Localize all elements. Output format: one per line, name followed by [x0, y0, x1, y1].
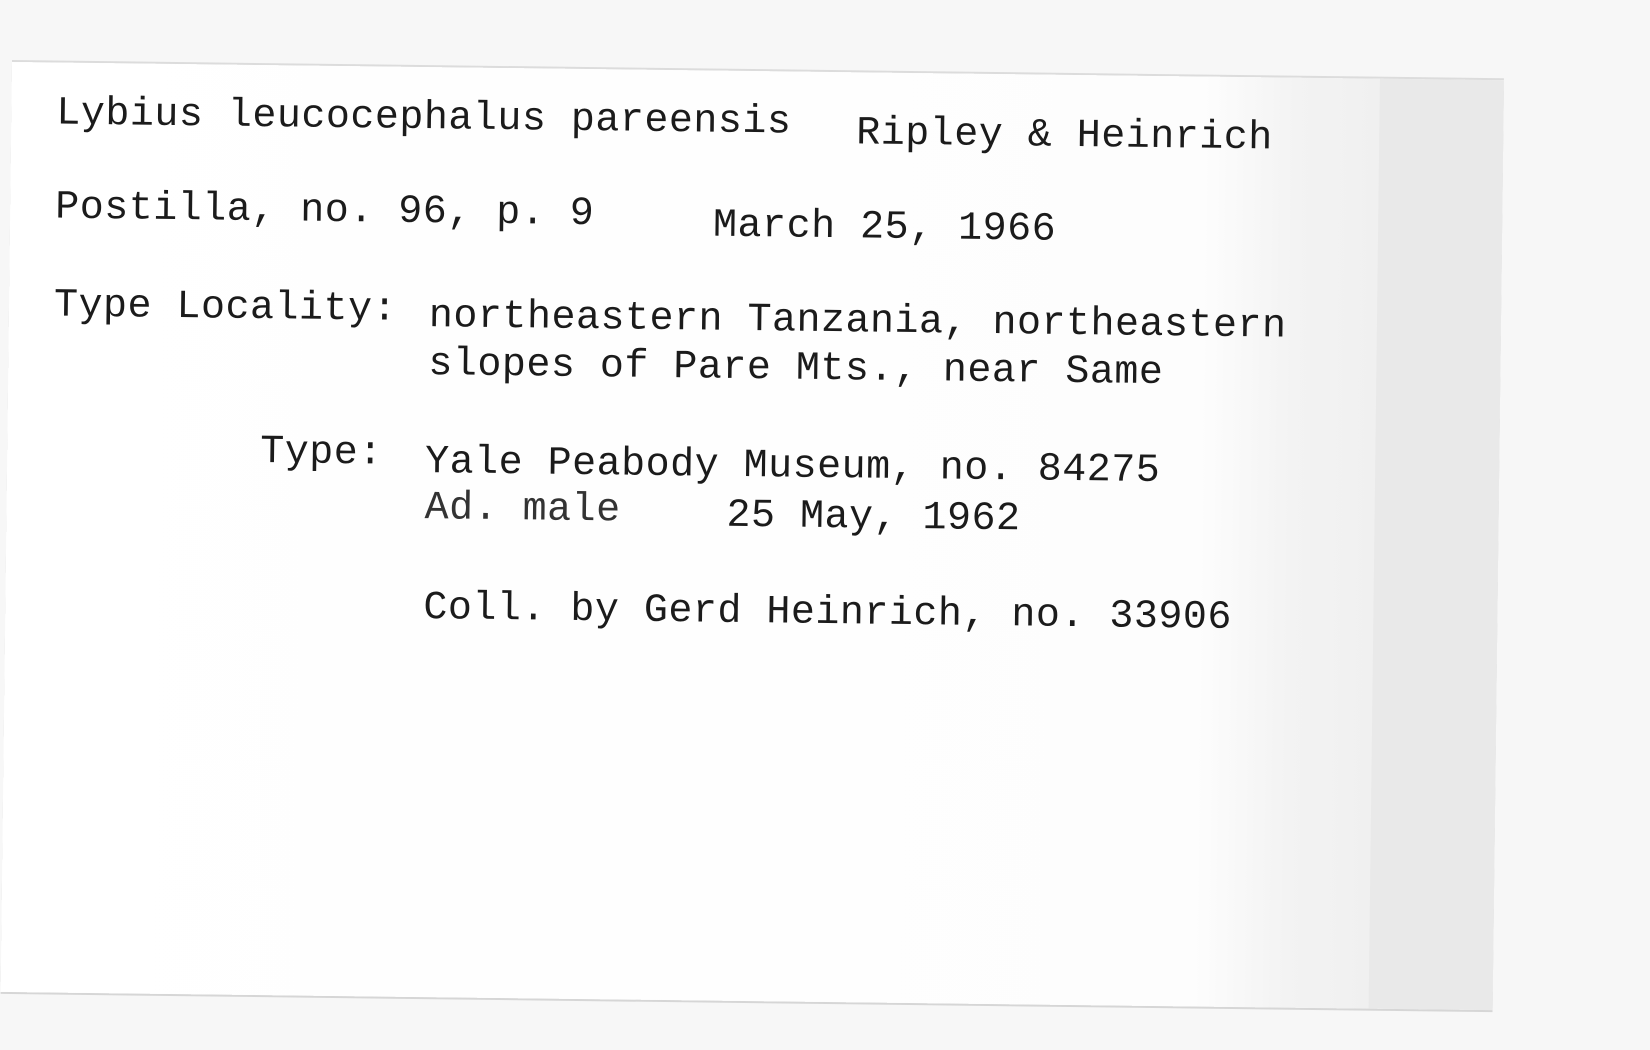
species-name: Lybius leucocephalus pareensis [56, 91, 792, 146]
card-edge-shadow [1369, 79, 1504, 1010]
publication-date: March 25, 1966 [712, 203, 1057, 253]
type-sex-age: Ad. male [424, 486, 621, 534]
type-label: Type: [259, 430, 384, 477]
type-collection-date: 25 May, 1962 [726, 493, 1021, 543]
collector-info: Coll. by Gerd Heinrich, no. 33906 [423, 586, 1233, 641]
specimen-index-card [1, 62, 1504, 1010]
type-locality-label: Type Locality: [53, 283, 398, 333]
publication-citation: Postilla, no. 96, p. 9 [54, 185, 595, 238]
type-locality-line-1: northeastern Tanzania, northeastern [428, 294, 1287, 350]
species-authors: Ripley & Heinrich [855, 111, 1274, 162]
type-repository: Yale Peabody Museum, no. 84275 [424, 440, 1161, 495]
type-locality-line-2: slopes of Pare Mts., near Same [428, 342, 1164, 397]
